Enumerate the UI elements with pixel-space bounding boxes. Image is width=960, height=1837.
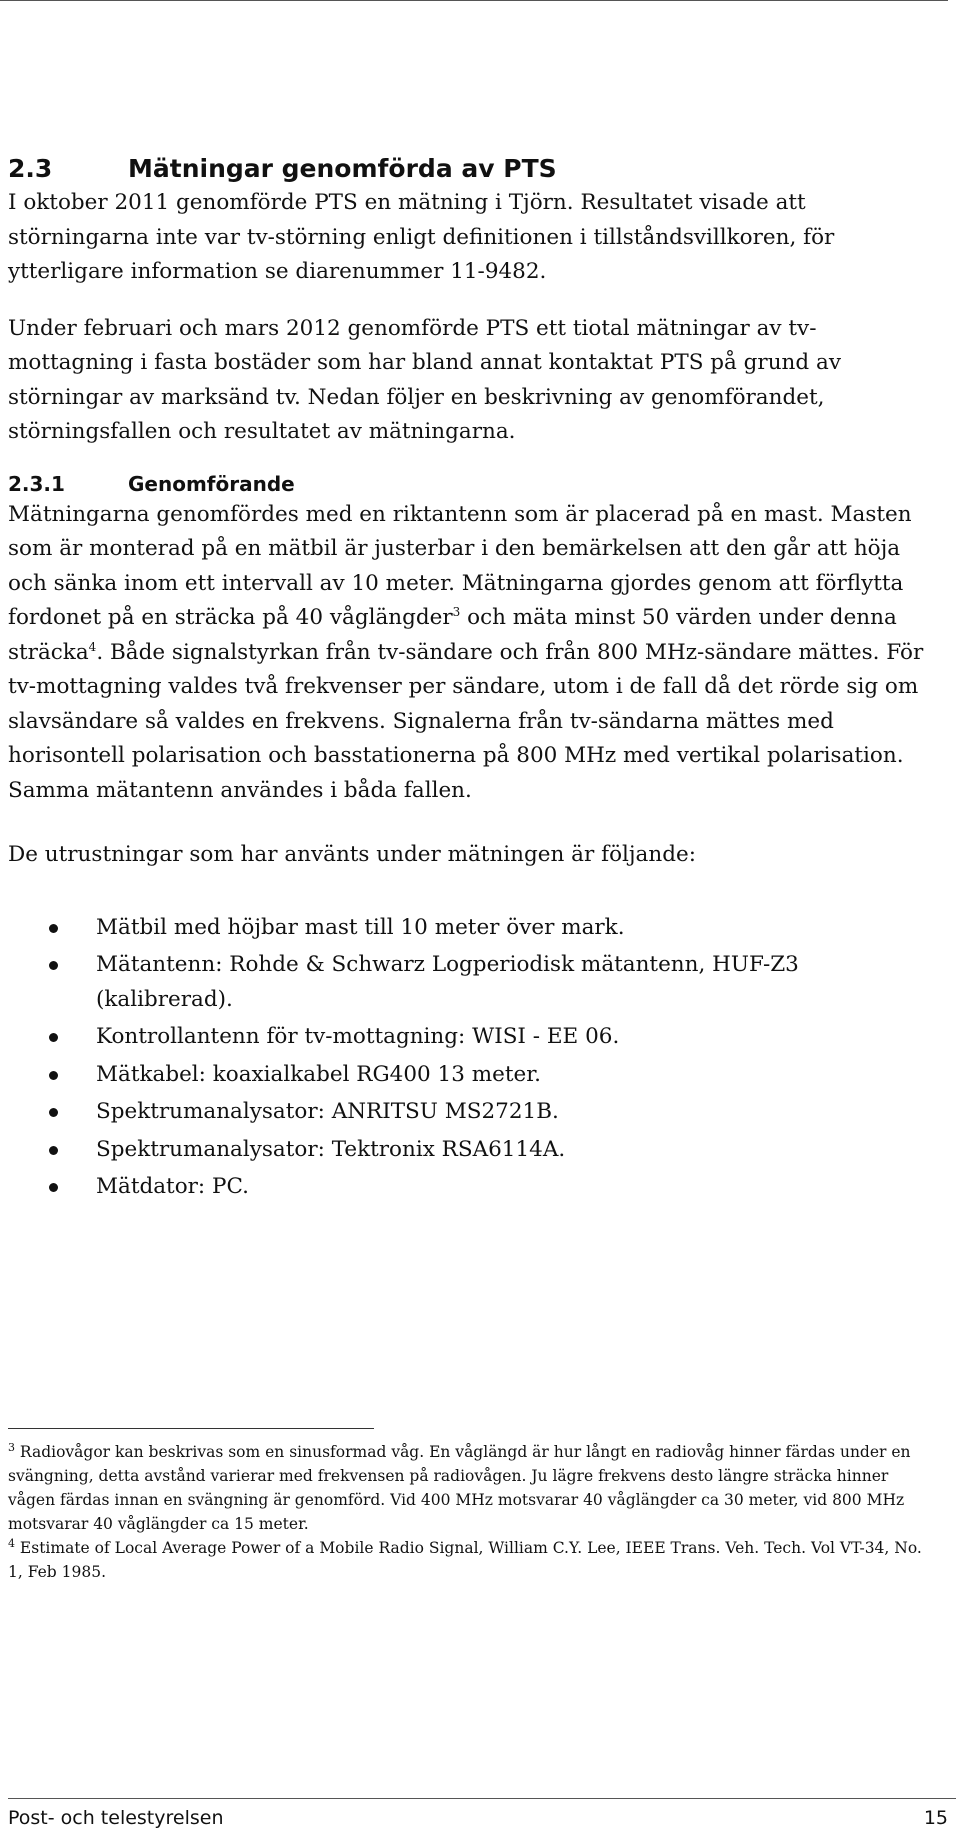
equipment-list <box>8 911 938 1205</box>
header-rule <box>0 0 948 1</box>
bullet-icon <box>49 1071 58 1080</box>
page-number: 15 <box>923 1807 948 1829</box>
subsection-number: 2.3.1 <box>8 471 65 496</box>
bullet-icon <box>49 1033 58 1042</box>
footnote-mark: 4 <box>8 1536 15 1550</box>
page-footer <box>8 1803 948 1833</box>
footnote-ref-3[interactable]: 3 <box>452 604 461 619</box>
section-paragraph-1: I oktober 2011 genomförde PTS en mätning i Tjörn. Resultatet visade att störningarna inte var tv-störning enligt definitionen i tillståndsvillkoren, för ytterligare information se diarenummer 11-9482. <box>8 190 835 284</box>
list-item: Mätdator: PC. <box>8 1170 938 1205</box>
section-heading <box>8 152 938 186</box>
bullet-icon <box>49 924 58 933</box>
footnote-ref-4[interactable]: 4 <box>88 639 97 654</box>
bullet-icon <box>49 961 58 970</box>
paragraph-text-part-2: och mäta minst 50 värden under denna sträcka <box>8 605 897 665</box>
footnote-text: Radiovågor kan beskrivas som en sinusformad våg. En våglängd är hur långt en radiovåg hinner färdas under en svängning, detta avstånd varierar med frekvensen på radiovågen. Ju lägre frekvens desto längre sträcka hinner vågen färdas innan en svängning är genomförd. Vid 400 MHz motsvarar 40 våglängder ca 30 meter, vid 800 MHz motsvarar 40 våglängder ca 15 meter. <box>8 1443 911 1533</box>
equipment-intro: De utrustningar som har använts under mätningen är följande: <box>8 842 696 867</box>
footnote-text: Estimate of Local Average Power of a Mobile Radio Signal, William C.Y. Lee, IEEE Trans. Veh. Tech. Vol VT-34, No. 1, Feb 1985. <box>8 1539 922 1581</box>
subsection-title: Genomförande <box>128 471 295 496</box>
list-item: Spektrumanalysator: Tektronix RSA6114A. <box>8 1133 938 1168</box>
bullet-icon <box>49 1108 58 1117</box>
footnote-3 <box>8 1440 938 1536</box>
bullet-icon <box>49 1146 58 1155</box>
footnote-separator <box>8 1428 374 1429</box>
document-body <box>8 152 938 1208</box>
list-item: Mätantenn: Rohde & Schwarz Logperiodisk mätantenn, HUF-Z3 (kalibrerad). <box>8 948 938 1017</box>
footer-publisher: Post- och telestyrelsen <box>8 1807 224 1829</box>
subsection-heading <box>8 470 938 498</box>
footnote-4 <box>8 1536 938 1584</box>
bullet-icon <box>49 1183 58 1192</box>
paragraph-text-part-3: . Både signalstyrkan från tv-sändare och från 800 MHz-sändare mättes. För tv-mottagning valdes två frekvenser per sändare, utom i de fall då det rörde sig om slavsändare så valdes en frekvens. Signalerna från tv-sändarna mättes med horisontell polarisation och basstationerna på 800 MHz med vertikal polarisation. Samma mätantenn användes i båda fallen. <box>8 639 924 803</box>
list-item: Spektrumanalysator: ANRITSU MS2721B. <box>8 1095 938 1130</box>
list-item: Kontrollantenn för tv-mottagning: WISI - EE 06. <box>8 1020 938 1055</box>
section-title: Mätningar genomförda av PTS <box>128 154 557 183</box>
subsection-paragraph <box>8 498 938 809</box>
section-paragraph-2: Under februari och mars 2012 genomförde PTS ett tiotal mätningar av tv-mottagning i fasta bostäder som har bland annat kontaktat PTS på grund av störningar av marksänd tv. Nedan följer en beskrivning av genomförandet, störningsfallen och resultatet av mätningarna. <box>8 315 841 444</box>
footnote-mark: 3 <box>8 1440 15 1454</box>
footnotes <box>8 1440 938 1584</box>
footer-rule <box>8 1798 956 1799</box>
paragraph-text-part-1: Mätningarna genomfördes med en riktantenn som är placerad på en mast. Masten som är monterad på en mätbil är justerbar i den bemärkelsen att den går att höja och sänka inom ett intervall av 10 meter. Mätningarna gjordes genom att förflytta fordonet på en sträcka på 40 våglängder <box>8 501 912 630</box>
list-item: Mätkabel: koaxialkabel RG400 13 meter. <box>8 1058 938 1093</box>
list-item: Mätbil med höjbar mast till 10 meter över mark. <box>8 911 938 946</box>
section-number: 2.3 <box>8 154 53 183</box>
